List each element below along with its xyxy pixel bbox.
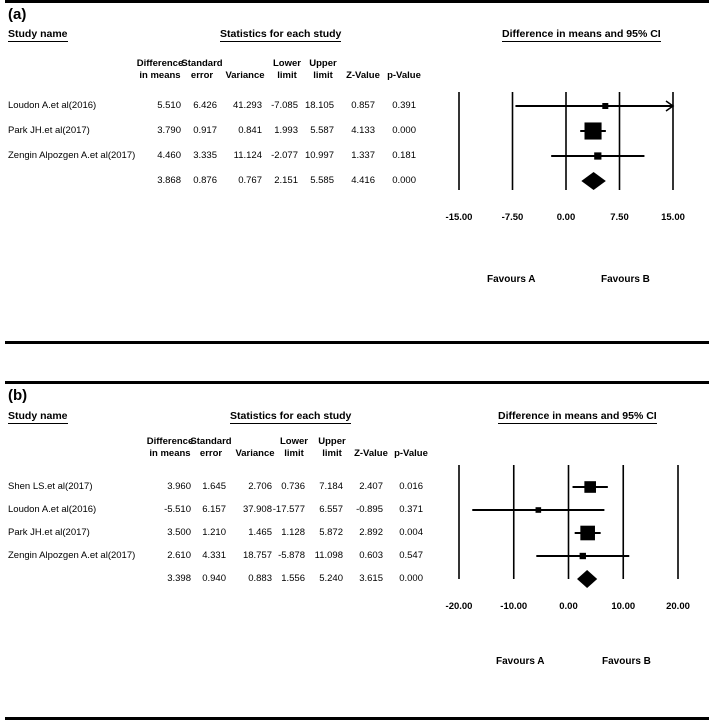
panel-b-top-rule: [5, 381, 709, 384]
study-name-cell: Park JH.et al(2017): [8, 527, 90, 538]
study-name-cell: Loudon A.et al(2016): [8, 100, 97, 111]
column-header: Variance: [235, 448, 275, 459]
x-tick-label: 20.00: [666, 601, 690, 612]
summary-diamond: [577, 570, 597, 588]
value-cell: 2.706: [248, 481, 272, 492]
study-name-header: Study name: [8, 28, 68, 40]
value-cell: 0.857: [351, 100, 375, 111]
value-cell: 10.997: [304, 150, 334, 161]
x-tick-label: -10.00: [500, 601, 528, 612]
value-cell: 41.293: [232, 100, 262, 111]
point-estimate-square: [602, 103, 608, 109]
value-cell: 1.645: [202, 481, 226, 492]
column-header: Standard error: [181, 58, 223, 81]
value-cell: 2.892: [359, 527, 383, 538]
value-cell: -5.878: [278, 550, 305, 561]
favours-right-label: Favours B: [601, 274, 650, 285]
middle-rule: [5, 341, 709, 344]
statistics-header: Statistics for each study: [230, 410, 352, 422]
value-cell: 0.547: [399, 550, 423, 561]
column-header: Difference in means: [146, 436, 194, 459]
value-cell: -2.077: [271, 150, 298, 161]
study-name-cell: Loudon A.et al(2016): [8, 504, 97, 515]
value-cell: 4.331: [202, 550, 226, 561]
value-cell: -17.577: [272, 504, 305, 515]
favours-left-label: Favours A: [496, 656, 545, 667]
value-cell: 5.510: [157, 100, 181, 111]
point-estimate-square: [594, 152, 601, 159]
favours-right-label: Favours B: [602, 656, 651, 667]
x-tick-label: 0.00: [559, 601, 578, 612]
point-estimate-square: [580, 553, 586, 559]
value-cell: 0.000: [399, 573, 423, 584]
value-cell: 1.337: [351, 150, 375, 161]
value-cell: -5.510: [164, 504, 191, 515]
x-tick-label: 10.00: [611, 601, 636, 612]
study-name-header: Study name: [8, 410, 68, 422]
column-header: Z-Value: [354, 448, 388, 459]
value-cell: 3.335: [193, 150, 217, 161]
study-name-cell: Shen LS.et al(2017): [8, 481, 93, 492]
column-header: Lower limit: [280, 436, 308, 459]
value-cell: 7.184: [319, 481, 343, 492]
value-cell: 5.585: [310, 175, 334, 186]
value-cell: 6.426: [193, 100, 217, 111]
value-cell: 2.151: [274, 175, 298, 186]
bottom-rule: [5, 717, 709, 720]
value-cell: 3.615: [359, 573, 383, 584]
column-header: Upper limit: [318, 436, 346, 459]
study-name-cell: Park JH.et al(2017): [8, 125, 90, 136]
value-cell: 4.416: [351, 175, 375, 186]
value-cell: 2.610: [167, 550, 191, 561]
value-cell: 0.000: [392, 125, 416, 136]
value-cell: 18.757: [242, 550, 272, 561]
value-cell: 5.872: [319, 527, 343, 538]
value-cell: 3.398: [167, 573, 191, 584]
value-cell: 0.181: [392, 150, 416, 161]
value-cell: 11.124: [233, 150, 262, 161]
favours-left-label: Favours A: [487, 274, 536, 285]
value-cell: 11.098: [314, 550, 343, 561]
value-cell: -7.085: [271, 100, 298, 111]
value-cell: 0.391: [392, 100, 416, 111]
column-header: Variance: [225, 70, 265, 81]
value-cell: 0.940: [202, 573, 226, 584]
forest-plot-panel-a: [0, 0, 709, 340]
forest-plot-panel-b: [0, 385, 709, 715]
column-header: Z-Value: [346, 70, 380, 81]
value-cell: 18.105: [304, 100, 334, 111]
value-cell: 1.210: [202, 527, 226, 538]
x-tick-label: 7.50: [610, 212, 629, 223]
x-tick-label: -20.00: [445, 601, 473, 612]
value-cell: 6.557: [319, 504, 343, 515]
value-cell: 0.917: [193, 125, 217, 136]
column-header: Lower limit: [273, 58, 301, 81]
value-cell: 4.133: [351, 125, 375, 136]
value-cell: 0.883: [248, 573, 272, 584]
value-cell: 1.556: [281, 573, 305, 584]
value-cell: 1.465: [248, 527, 272, 538]
point-estimate-square: [584, 122, 601, 139]
value-cell: 5.587: [310, 125, 334, 136]
value-cell: 3.790: [157, 125, 181, 136]
value-cell: 0.004: [399, 527, 423, 538]
value-cell: 3.960: [167, 481, 191, 492]
value-cell: 0.767: [238, 175, 262, 186]
point-estimate-square: [584, 481, 596, 493]
value-cell: 0.736: [281, 481, 305, 492]
study-name-cell: Zengin Alpozgen A.et al(2017): [8, 150, 136, 161]
panel-label: (b): [8, 387, 28, 404]
value-cell: 2.407: [359, 481, 383, 492]
value-cell: 3.868: [157, 175, 181, 186]
value-cell: 0.841: [238, 125, 262, 136]
value-cell: 0.876: [193, 175, 217, 186]
value-cell: 37.908: [242, 504, 272, 515]
value-cell: 1.993: [274, 125, 298, 136]
x-tick-label: 15.00: [661, 212, 685, 223]
point-estimate-square: [580, 526, 595, 541]
value-cell: 6.157: [202, 504, 226, 515]
value-cell: 0.016: [399, 481, 423, 492]
panel-label: (a): [8, 6, 27, 23]
column-header: Upper limit: [309, 58, 337, 81]
value-cell: 3.500: [167, 527, 191, 538]
value-cell: 0.000: [392, 175, 416, 186]
x-tick-label: -7.50: [501, 212, 524, 223]
x-tick-label: -15.00: [445, 212, 473, 223]
statistics-header: Statistics for each study: [220, 28, 342, 40]
column-header: Difference in means: [136, 58, 184, 81]
value-cell: 1.128: [281, 527, 305, 538]
x-tick-label: 0.00: [556, 212, 576, 223]
value-cell: 4.460: [157, 150, 181, 161]
column-header: Standard error: [190, 436, 232, 459]
summary-diamond: [581, 172, 605, 190]
ci-header: Difference in means and 95% CI: [502, 28, 661, 40]
study-name-cell: Zengin Alpozgen A.et al(2017): [8, 550, 136, 561]
value-cell: 0.603: [359, 550, 383, 561]
column-header: p-Value: [387, 70, 421, 81]
ci-header: Difference in means and 95% CI: [498, 410, 657, 422]
value-cell: 0.371: [399, 504, 423, 515]
point-estimate-square: [536, 507, 542, 513]
column-header: p-Value: [394, 448, 428, 459]
value-cell: -0.895: [356, 504, 383, 515]
value-cell: 5.240: [319, 573, 343, 584]
